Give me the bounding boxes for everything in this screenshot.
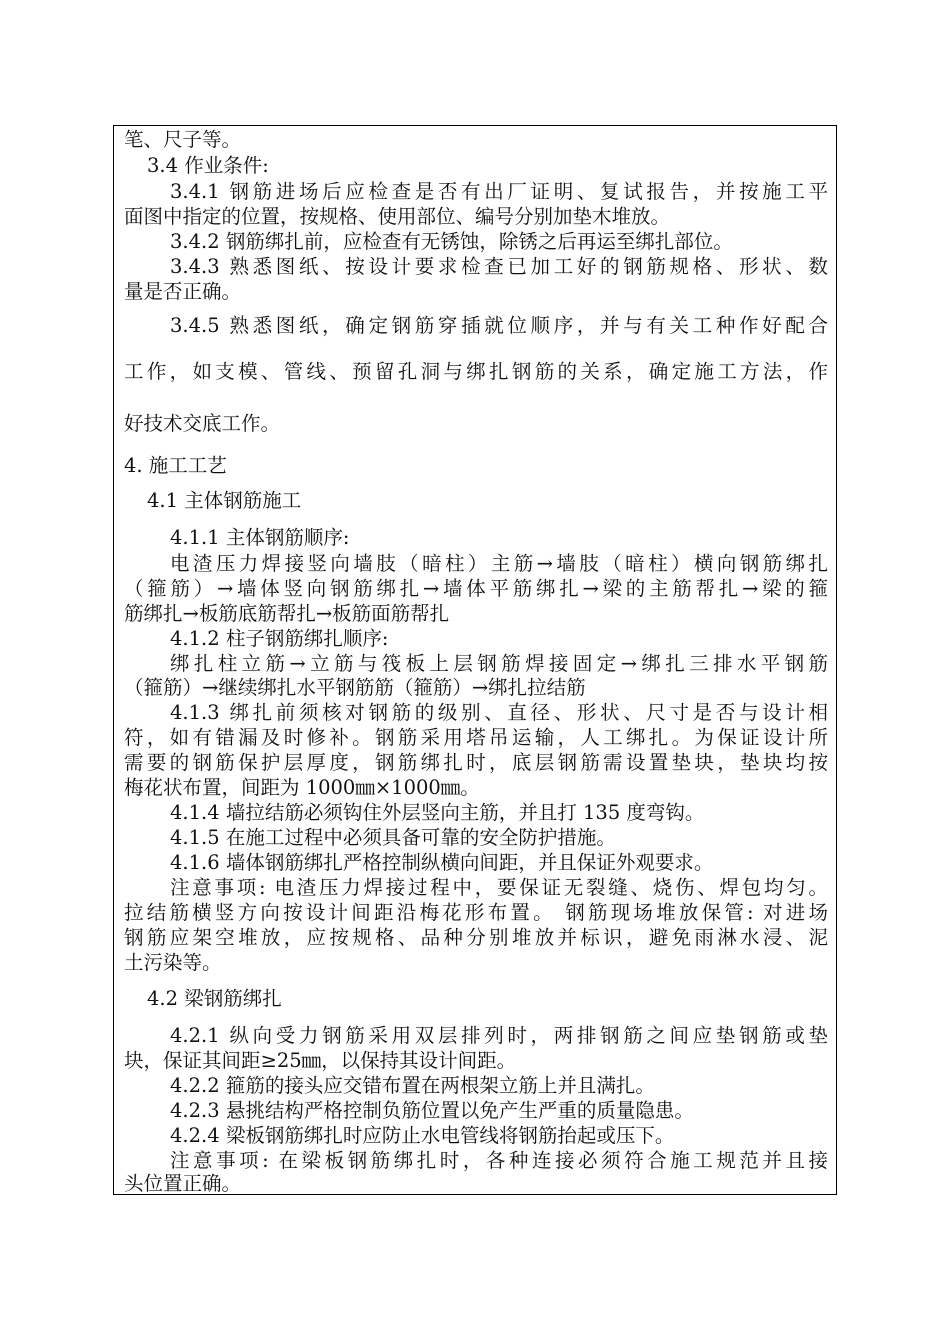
text-line: 工作，如支模、管线、预留孔洞与绑扎钢筋的关系，确定施工方法，作 [124,360,828,383]
text-line: 量是否正确。 [124,280,242,303]
text-line: 3.4.1 钢筋进场后应检查是否有出厂证明、复试报告，并按施工平 [170,180,828,203]
text-line: 需要的钢筋保护层厚度，钢筋绑扎时，底层钢筋需设置垫块，垫块均按 [124,751,828,774]
text-line: 4.2.1 纵向受力钢筋采用双层排列时，两排钢筋之间应垫钢筋或垫 [170,1024,828,1047]
section-heading: 4.2 梁钢筋绑扎 [147,987,282,1010]
section-heading: 4. 施工工艺 [124,454,227,477]
text-line: 3.4.3 熟悉图纸、按设计要求检查已加工好的钢筋规格、形状、数 [170,255,828,278]
text-line: 钢筋应架空堆放，应按规格、品种分别堆放并标识，避免雨淋水浸、泥 [124,926,828,949]
text-line: 4.1.3 绑扎前须核对钢筋的级别、直径、形状、尺寸是否与设计相 [170,701,828,724]
text-line: 块，保证其间距≥25㎜，以保持其设计间距。 [124,1049,517,1072]
text-line: 4.2.3 悬挑结构严格控制负筋位置以免产生严重的质量隐患。 [170,1099,694,1122]
text-line: 好技术交底工作。 [124,412,281,435]
section-heading: 4.1 主体钢筋施工 [147,489,302,512]
text-line: 土污染等。 [124,951,222,974]
text-line: 拉结筋横竖方向按设计间距沿梅花形布置。 钢筋现场堆放保管: 对进场 [124,901,828,924]
text-line: 笔、尺子等。 [124,128,242,151]
text-line: 4.1.1 主体钢筋顺序: [170,526,350,549]
text-line: 注意事项: 在梁板钢筋绑扎时，各种连接必须符合施工规范并且接 [170,1149,828,1172]
text-line: 4.1.4 墙拉结筋必须钩住外层竖向主筋，并且打 135 度弯钩。 [170,801,705,824]
text-line: 3.4.2 钢筋绑扎前，应检查有无锈蚀，除锈之后再运至绑扎部位。 [170,230,733,253]
text-line: 4.2.4 梁板钢筋绑扎时应防止水电管线将钢筋抬起或压下。 [170,1124,675,1147]
text-line: 4.2.2 箍筋的接头应交错布置在两根架立筋上并且满扎。 [170,1074,655,1097]
text-line: 面图中指定的位置，按规格、使用部位、编号分别加垫木堆放。 [124,205,671,228]
text-line: 绑扎柱立筋→立筋与筏板上层钢筋焊接固定→绑扎三排水平钢筋 [170,652,828,675]
text-line: 注意事项: 电渣压力焊接过程中，要保证无裂缝、烧伤、焊包均匀。 [170,876,828,899]
text-line: 4.1.6 墙体钢筋绑扎严格控制纵横向间距，并且保证外观要求。 [170,851,714,874]
text-line: 符，如有错漏及时修补。钢筋采用塔吊运输，人工绑扎。为保证设计所 [124,726,828,749]
text-line: 头位置正确。 [124,1172,242,1195]
text-line: 4.1.5 在施工过程中必须具备可靠的安全防护措施。 [170,826,616,849]
text-line: 3.4.5 熟悉图纸，确定钢筋穿插就位顺序，并与有关工种作好配合 [170,314,828,337]
text-line: 筋绑扎→板筋底筋帮扎→板筋面筋帮扎 [124,602,450,625]
text-line: 4.1.2 柱子钢筋绑扎顺序: [170,627,389,650]
section-heading: 3.4 作业条件: [147,154,269,177]
text-line: （箍筋）→墙体竖向钢筋绑扎→墙体平筋绑扎→梁的主筋帮扎→梁的箍 [124,577,828,600]
text-line: 梅花状布置，间距为 1000㎜×1000㎜。 [124,776,480,799]
text-line: 电渣压力焊接竖向墙肢（暗柱）主筋→墙肢（暗柱）横向钢筋绑扎 [170,552,828,575]
text-line: （箍筋）→继续绑扎水平钢筋筋（箍筋）→绑扎拉结筋 [124,676,586,699]
